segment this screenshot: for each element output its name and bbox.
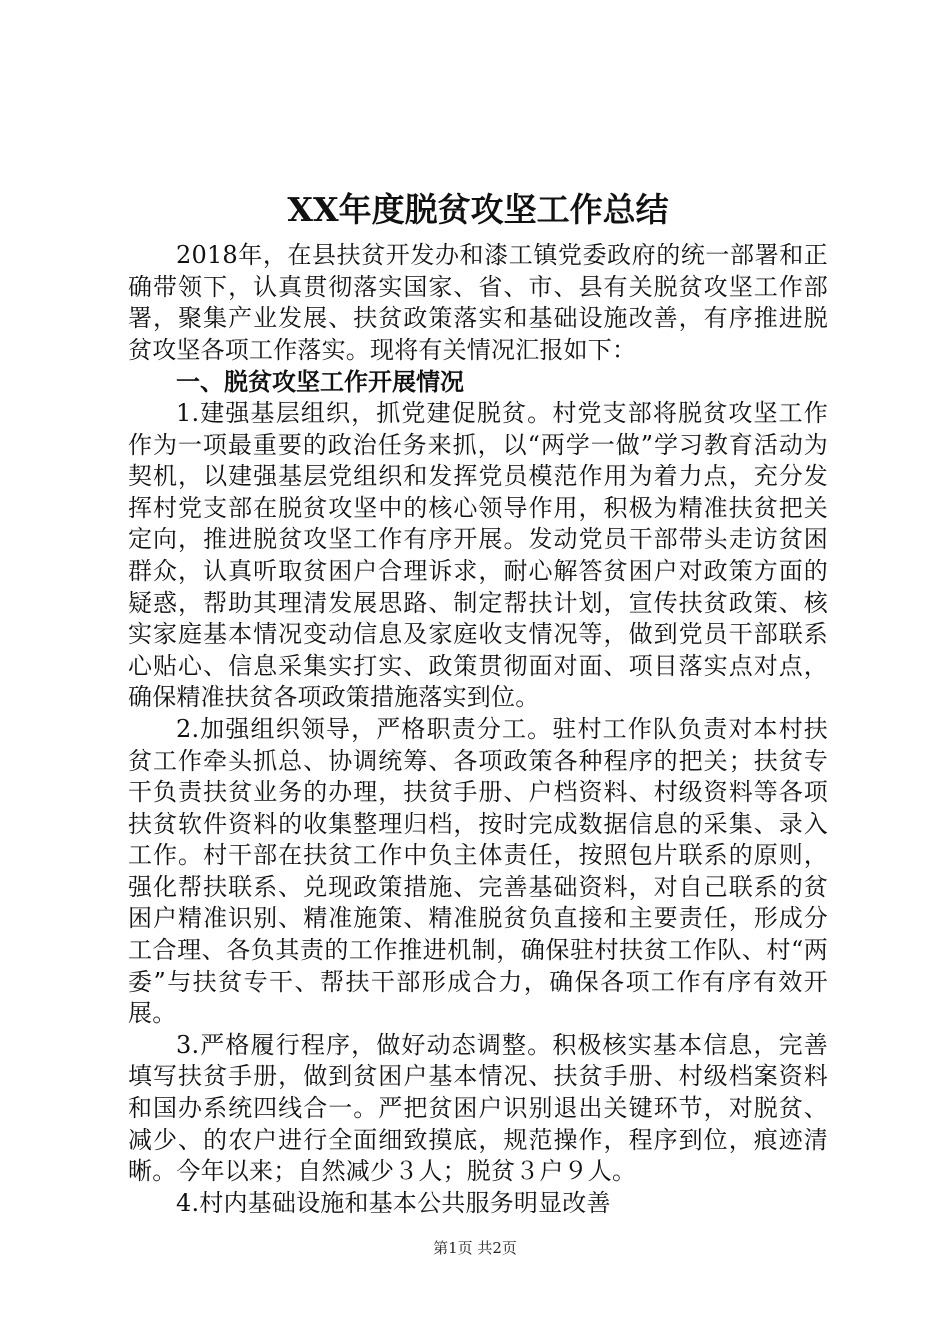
paragraph-item-2: 2.加强组织领导，严格职责分工。驻村工作队负责对本村扶贫工作牵头抓总、协调统筹、各项政策各种程序的把关；扶贫专干负责扶贫业务的办理，扶贫手册、户档资料、村级资料等各项扶贫软件资料的收集整理归档，按时完成数据信息的采集、录入工作。村干部在扶贫工作中负主体责任，按照包片联系的原则，强化帮扶联系、兑现政策措施、完善基础资料，对自己联系的贫困户精准识别、精准施策、精准脱贫负直接和主要责任，形成分工合理、各负其责的工作推进机制，确保驻村扶贫工作队、村“两委”与扶贫专干、帮扶干部形成合力，确保各项工作有序有效开展。	[128, 714, 828, 1028]
page-footer: 第1页 共2页	[433, 1239, 517, 1257]
paragraph-item-4: 4.村内基础设施和基本公共服务明显改善	[176, 1188, 611, 1217]
document-body	[128, 186, 828, 1219]
intro-paragraph: 2018年，在县扶贫开发办和漆工镇党委政府的统一部署和正确带领下，认真贯彻落实国家、省、市、县有关脱贫攻坚工作部署，聚集产业发展、扶贫政策落实和基础设施改善，有序推进脱贫攻坚各项工作落实。现将有关情况汇报如下：	[128, 241, 828, 364]
section-heading: 一、脱贫攻坚工作开展情况	[176, 367, 464, 397]
document-title: XX年度脱贫攻坚工作总结	[287, 190, 669, 229]
paragraph-item-1: 1.建强基层组织，抓党建促脱贫。村党支部将脱贫攻坚工作作为一项最重要的政治任务来抓，以“两学一做”学习教育活动为契机，以建强基层党组织和发挥党员模范作用为着力点，充分发挥村党支部在脱贫攻坚中的核心领导作用，积极为精准扶贫把关定向，推进脱贫攻坚工作有序开展。发动党员干部带头走访贫困群众，认真听取贫困户合理诉求，耐心解答贫困户对政策方面的疑惑，帮助其理清发展思路、制定帮扶计划，宣传扶贫政策、核实家庭基本情况变动信息及家庭收支情况等，做到党员干部联系心贴心、信息采集实打实、政策贯彻面对面、项目落实点对点，确保精准扶贫各项政策措施落实到位。	[128, 398, 828, 712]
paragraph-item-3: 3.严格履行程序，做好动态调整。积极核实基本信息，完善填写扶贫手册，做到贫困户基本情况、扶贫手册、村级档案资料和国办系统四线合一。严把贫困户识别退出关键环节，对脱贫、减少、的农户进行全面细致摸底，规范操作，程序到位，痕迹清晰。今年以来；自然减少３人；脱贫３户９人。	[128, 1030, 828, 1186]
